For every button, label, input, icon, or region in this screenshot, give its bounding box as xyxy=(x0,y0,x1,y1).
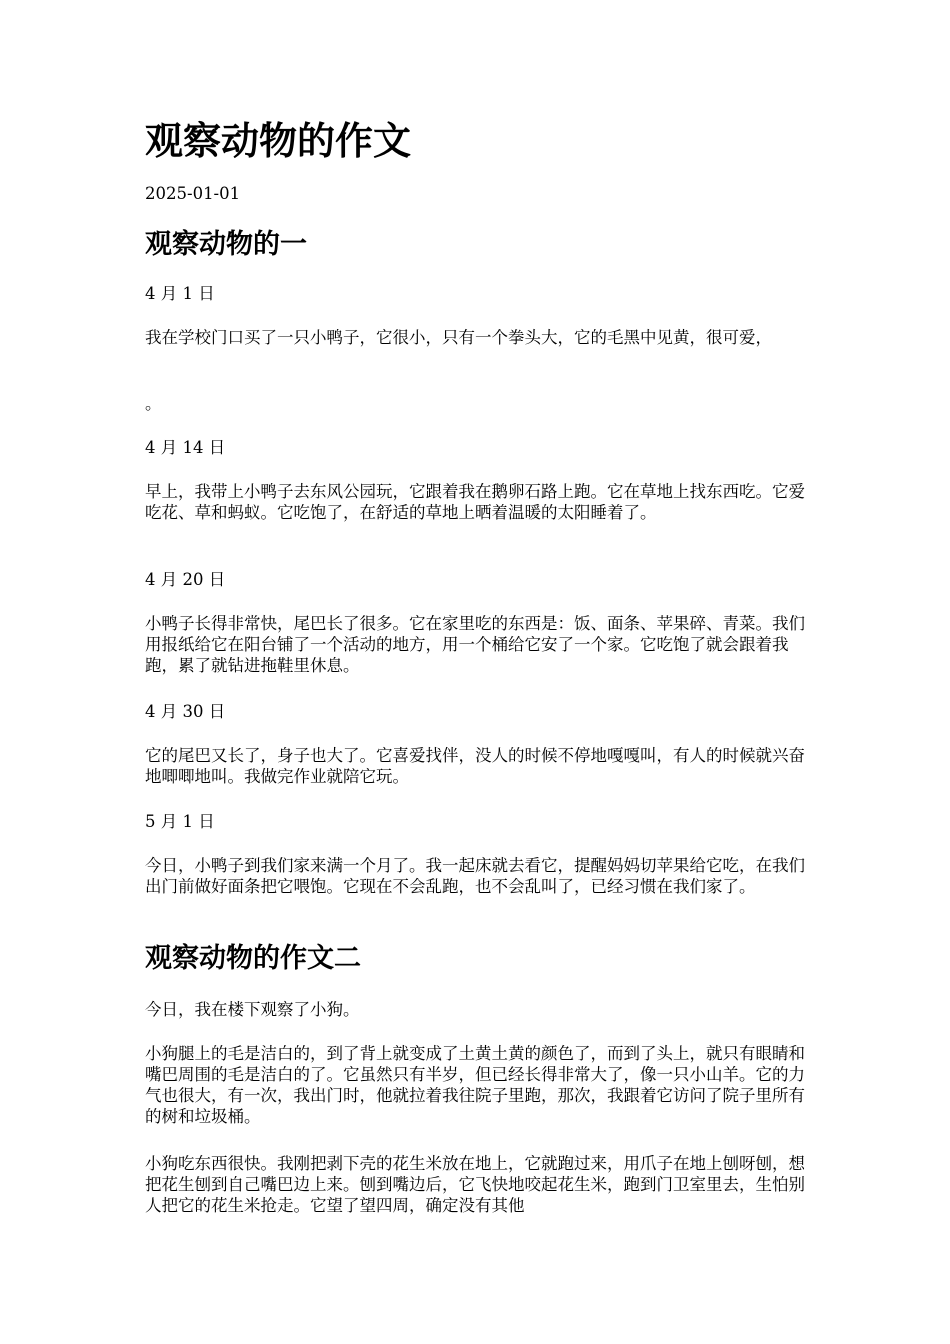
paragraph: 。 xyxy=(145,394,162,413)
paragraph: 今日，我在楼下观察了小狗。 xyxy=(145,1000,360,1019)
paragraph: 小狗腿上的毛是洁白的，到了背上就变成了土黄土黄的颜色了，而到了头上，就只有眼睛和嘴巴周围的毛是洁白的了。它虽然只有半岁，但已经长得非常大了，像一只小山羊。它的力气也很大，有一次，我出门时，他就拉着我往院子里跑，那次，我跟着它访问了院子里所有的树和垃圾桶。 xyxy=(145,1044,805,1126)
diary-date: 4 月 30 日 xyxy=(145,702,226,721)
paragraph: 我在学校门口买了一只小鸭子，它很小，只有一个拳头大，它的毛黑中见黄，很可爱， xyxy=(145,328,772,347)
document-title: 观察动物的作文 xyxy=(145,118,412,163)
diary-date: 4 月 1 日 xyxy=(145,284,215,303)
paragraph: 小狗吃东西很快。我刚把剥下壳的花生米放在地上，它就跑过来，用爪子在地上刨呀刨，想把花生刨到自己嘴巴边上来。刨到嘴边后，它飞快地咬起花生米，跑到门卫室里去，生怕别人把它的花生米抢走。它望了望四周，确定没有其他 xyxy=(145,1154,805,1215)
diary-date: 4 月 14 日 xyxy=(145,438,226,457)
paragraph: 小鸭子长得非常快，尾巴长了很多。它在家里吃的东西是：饭、面条、苹果碎、青菜。我们用报纸给它在阳台铺了一个活动的地方，用一个桶给它安了一个家。它吃饱了就会跟着我跑，累了就钻进拖鞋里休息。 xyxy=(145,614,805,675)
paragraph: 它的尾巴又长了，身子也大了。它喜爱找伴，没人的时候不停地嘎嘎叫，有人的时候就兴奋地唧唧地叫。我做完作业就陪它玩。 xyxy=(145,746,805,786)
diary-date: 4 月 20 日 xyxy=(145,570,226,589)
paragraph: 早上，我带上小鸭子去东风公园玩，它跟着我在鹅卵石路上跑。它在草地上找东西吃。它爱吃花、草和蚂蚁。它吃饱了，在舒适的草地上晒着温暖的太阳睡着了。 xyxy=(145,482,805,522)
section-heading-1: 观察动物的一 xyxy=(145,229,307,260)
document-date: 2025-01-01 xyxy=(145,184,241,203)
section-heading-2: 观察动物的作文二 xyxy=(145,943,361,974)
diary-date: 5 月 1 日 xyxy=(145,812,215,831)
paragraph: 今日，小鸭子到我们家来满一个月了。我一起床就去看它，提醒妈妈切苹果给它吃，在我们出门前做好面条把它喂饱。它现在不会乱跑，也不会乱叫了，已经习惯在我们家了。 xyxy=(145,856,805,896)
